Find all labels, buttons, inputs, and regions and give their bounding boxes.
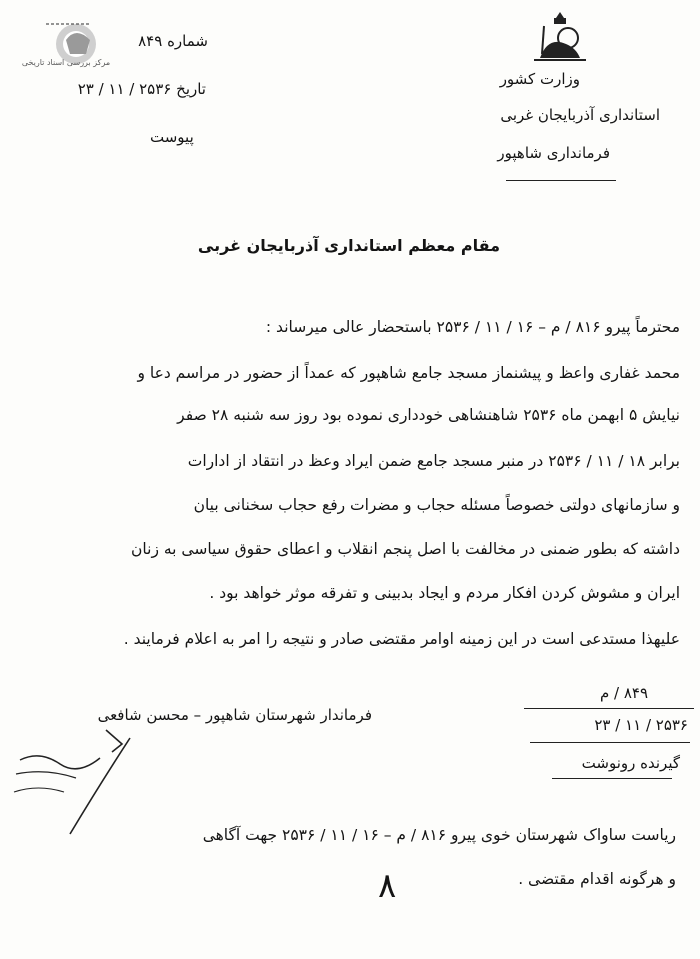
copy-rule-bottom [530,742,690,743]
number-value: ۸۴۹ [138,32,163,50]
body-line: و سازمانهای دولتی خصوصاً مسئله حجاب و مضرات رفع حجاب سخنانی بیان [193,496,680,514]
body-line: محمد غفاری واعظ و پیشنماز مسجد جامع شاهپور که عمداً از حضور در مراسم دعا و [137,364,680,382]
date-value: ۲۵۳۶ / ۱۱ / ۲۳ [77,80,172,98]
body-line: داشته که بطور ضمنی در مخالفت با اصل پنجم انقلاب و اعطای حقوق سیاسی به زنان [131,540,680,558]
governorate-label: فرمانداری شاهپور [497,144,610,162]
attachment-label: پیوست [150,128,194,146]
copy-line: و هرگونه اقدام مقتضی . [518,870,676,888]
copy-number: ۸۴۹ / م [599,684,648,702]
body-line: علیهذا مستدعی است در این زمینه اوامر مقتضی صادر و نتیجه را امر به اعلام فرمایند . [123,630,680,648]
number-field [80,32,208,50]
number-label: شماره [167,32,208,50]
date-field [16,80,206,98]
signature-line: فرماندار شهرستان شاهپور – محسن شافعی [97,706,372,724]
copy-rule-top [524,708,694,709]
body-line: ایران و مشوش کردن افکار مردم و ایجاد بدبینی و تفرقه موثر خواهد بود . [209,584,680,602]
archive-watermark-text: مرکز بررسی اسناد تاریخی [21,58,111,67]
body-line: برابر ۱۸ / ۱۱ / ۲۵۳۶ در منبر مسجد جامع ضمن ایراد وعظ در انتقاد از ادارات [187,452,680,470]
handwritten-mark: ۸ [378,866,397,906]
copy-date: ۲۵۳۶ / ۱۱ / ۲۳ [594,716,688,734]
copy-line: ریاست ساواک شهرستان خوی پیرو ۸۱۶ / م – ۱۶ / ۱۱ / ۲۵۳۶ جهت آگاهی [202,826,676,844]
body-line: محترماً پیرو ۸۱۶ / م – ۱۶ / ۱۱ / ۲۵۳۶ باستحضار عالی میرساند : [265,318,680,336]
province-label: استانداری آذربایجان غربی [500,106,660,124]
addressee-line: مقام معظم استانداری آذربایجان غربی [197,236,500,255]
lion-and-sun-emblem-icon [520,8,600,68]
handwritten-signature-icon [10,730,160,840]
ministry-label: وزارت کشور [499,70,580,88]
header-rule [506,180,616,181]
copy-recipient-rule [552,778,672,779]
date-label: تاریخ [176,80,206,98]
copy-recipient-label: گیرنده رونوشت [581,754,680,772]
body-line: نیایش ۵ ابهمن ماه ۲۵۳۶ شاهنشاهی خودداری نموده بود روز سه شنبه ۲۸ صفر [177,406,680,424]
